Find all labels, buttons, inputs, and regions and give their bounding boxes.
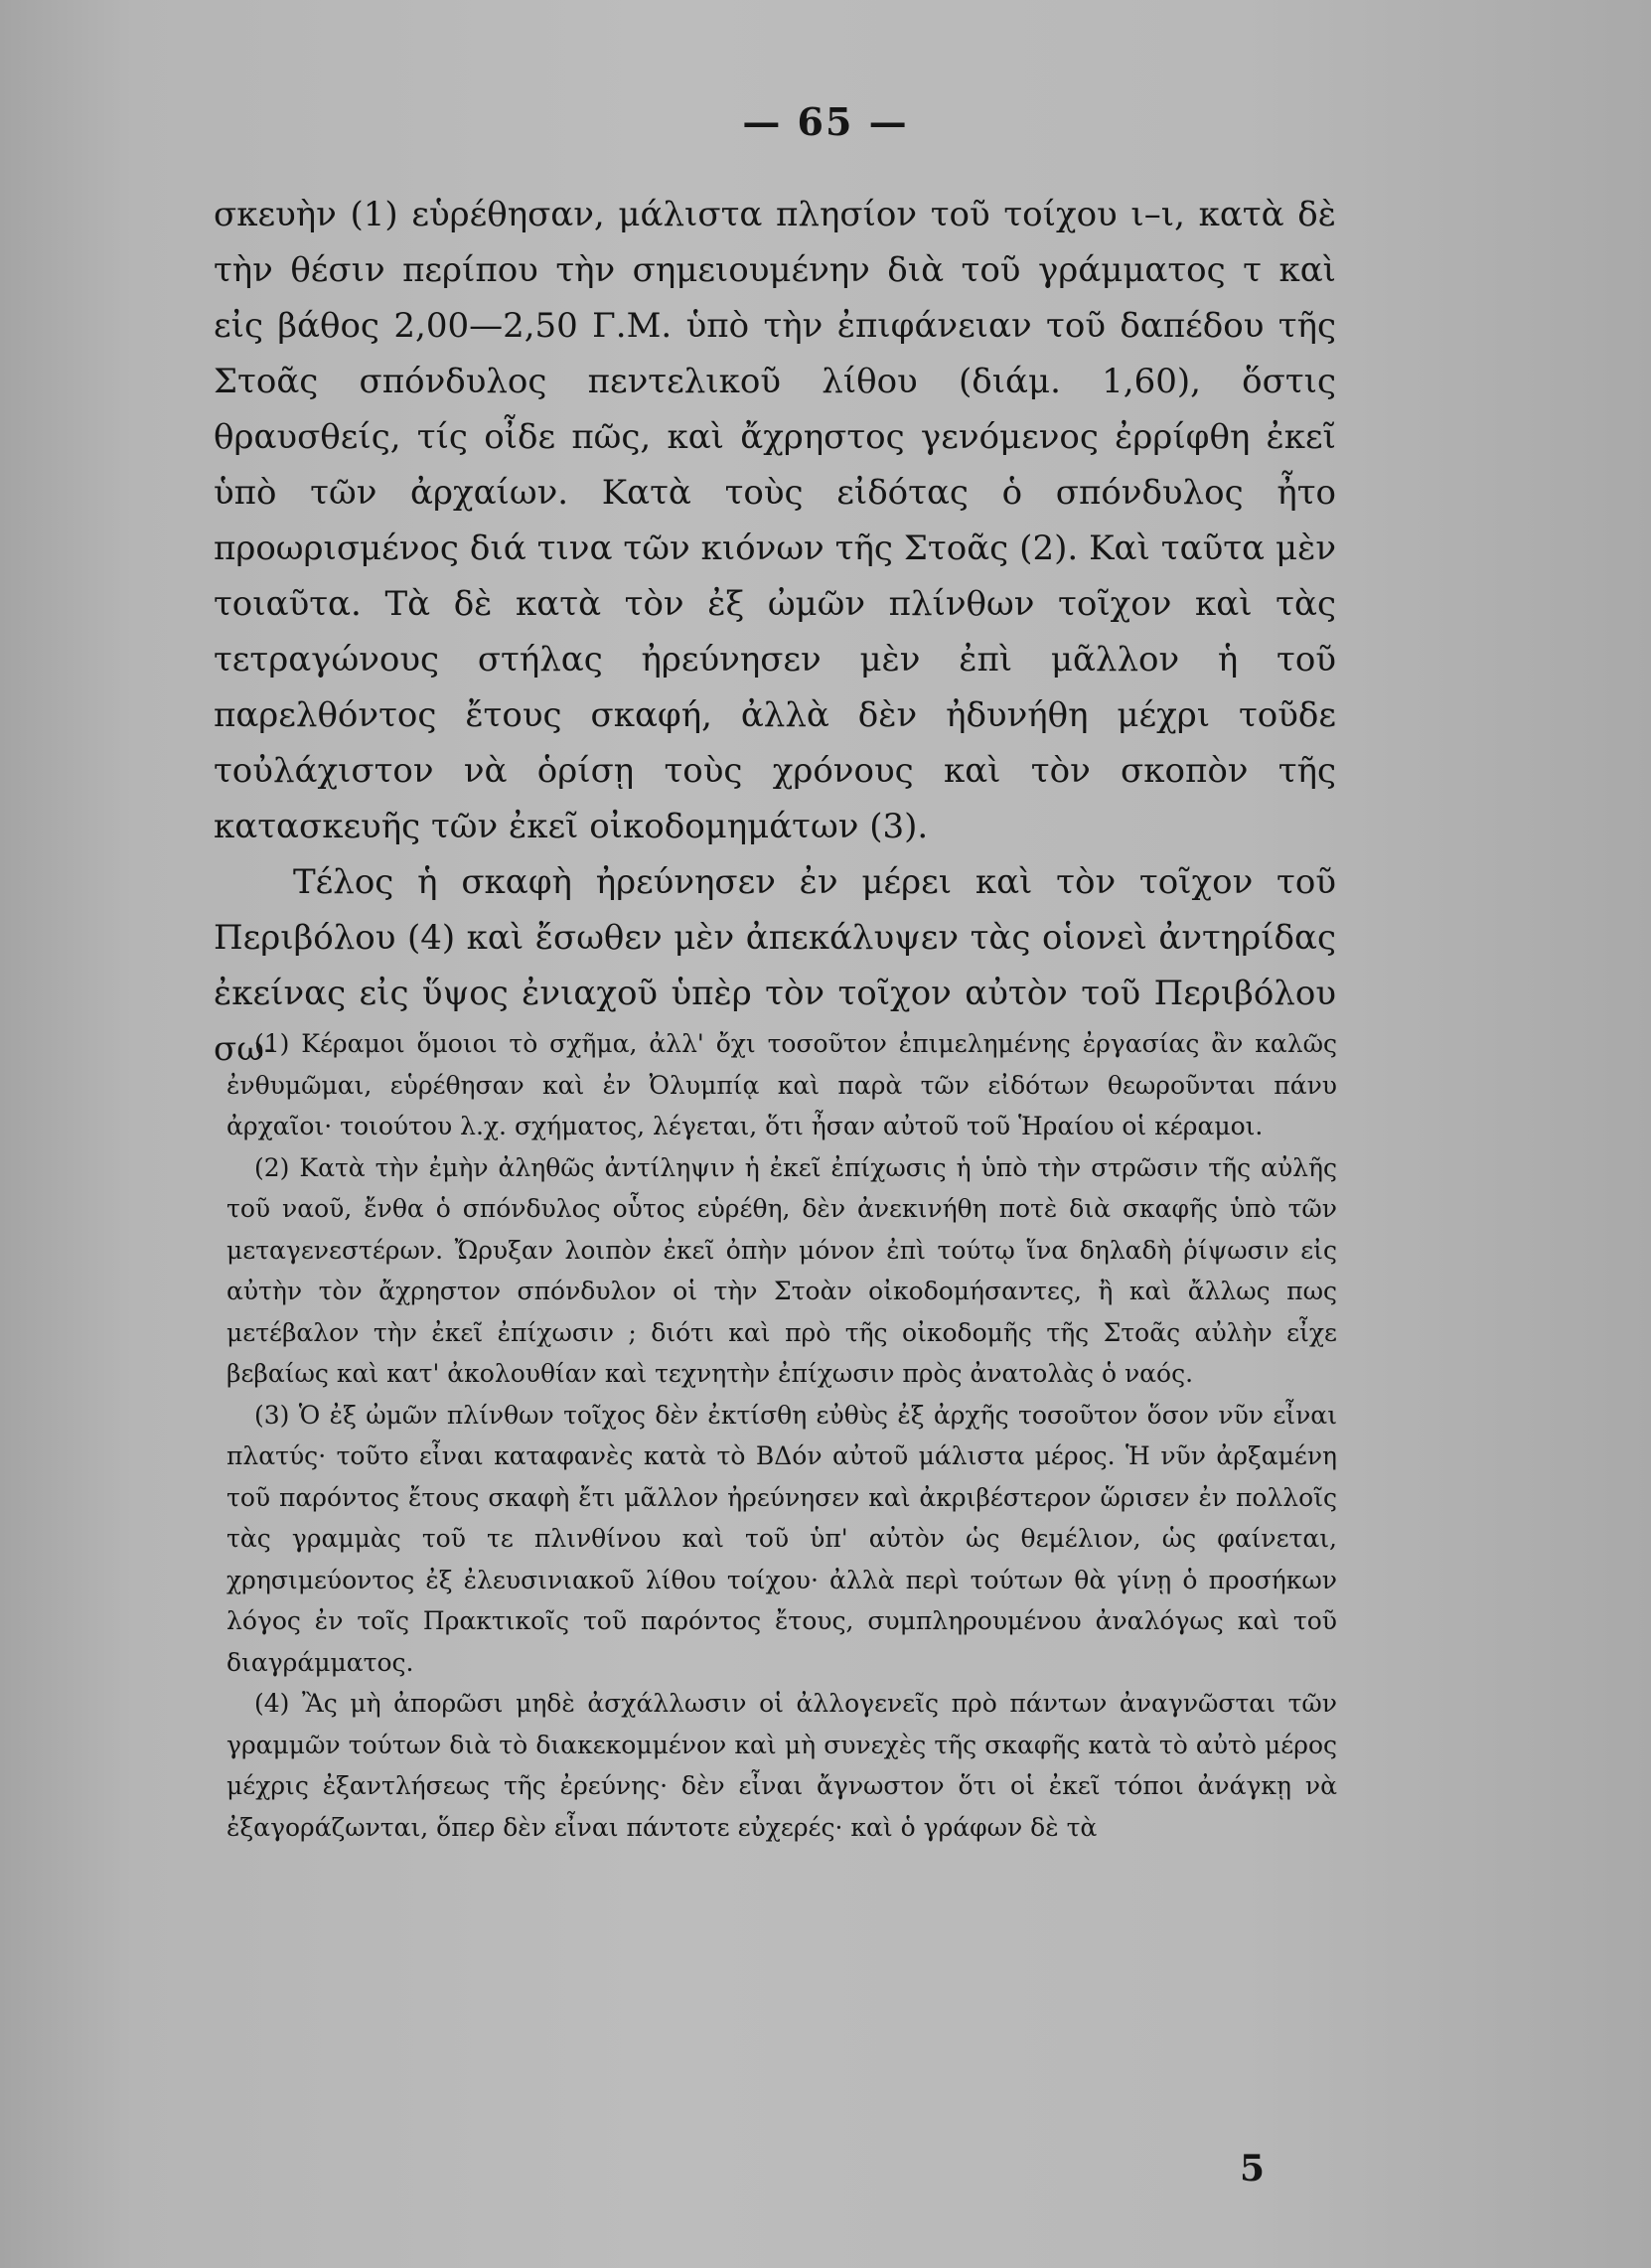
footnote-2: (2) Κατὰ τὴν ἐμὴν ἀληθῶς ἀντίληψιν ἡ ἐκεῖ ἐπίχωσις ἡ ὑπὸ τὴν στρῶσιν τῆς αὐλῆς τοῦ ναοῦ, ἔνθα ὁ σπόνδυλος οὗτος εὑρέθη, δὲν ἀνεκινήθη ποτὲ διὰ σκαφῆς ὑπὸ τῶν μεταγενεστέρων. Ὤρυξαν λοιπὸν ἐκεῖ ὀπὴν μόνον ἐπὶ τούτῳ ἵνα δηλαδὴ ῥίψωσιν εἰς αὐτὴν τὸν ἄχρηστον σπόνδυλον οἱ τὴν Στοὰν οἰκοδομήσαντες, ἢ καὶ ἄλλως πως μετέβαλον τὴν ἐκεῖ ἐπίχωσιν ; διότι καὶ πρὸ τῆς οἰκοδομῆς τῆς Στοᾶς αὐλὴν εἶχε βεβαίως καὶ κατ' ἀκολουθίαν καὶ τεχνητὴν ἐπίχωσιν πρὸς ἀνατολὰς ὁ ναός. bbox=[226, 1152, 1337, 1388]
footnotes bbox=[226, 1023, 1337, 1848]
main-paragraph-1: σκευὴν (1) εὑρέθησαν, μάλιστα πλησίον τοῦ τοίχου ι–ι, κατὰ δὲ τὴν θέσιν περίπου τὴν σημειουμένην διὰ τοῦ γράμματος τ καὶ εἰς βάθος 2,00—2,50 Γ.Μ. ὑπὸ τὴν ἐπιφάνειαν τοῦ δαπέδου τῆς Στοᾶς σπόνδυλος πεντελικοῦ λίθου (διάμ. 1,60), ὅστις θραυσθείς, τίς οἶδε πῶς, καὶ ἄχρηστος γενόμενος ἐρρίφθη ἐκεῖ ὑπὸ τῶν ἀρχαίων. Κατὰ τοὺς εἰδότας ὁ σπόνδυλος ἦτο προωρισμένος διά τινα τῶν κιόνων τῆς Στοᾶς (2). Καὶ ταῦτα μὲν τοιαῦτα. Τὰ δὲ κατὰ τὸν ἐξ ὠμῶν πλίνθων τοῖχον καὶ τὰς τετραγώνους στήλας ἠρεύνησεν μὲν ἐπὶ μᾶλλον ἡ τοῦ παρελθόντος ἔτους σκαφή, ἀλλὰ δὲν ἠδυνήθη μέχρι τοῦδε τοὐλάχιστον νὰ ὁρίσῃ τοὺς χρόνους καὶ τὸν σκοπὸν τῆς κατασκευῆς τῶν ἐκεῖ οἰκοδομημάτων (3). bbox=[214, 195, 1336, 846]
signature-mark: 5 bbox=[1240, 2148, 1266, 2190]
main-text bbox=[214, 187, 1336, 1077]
page-number: — 65 — bbox=[742, 99, 909, 144]
footnote-3: (3) Ὁ ἐξ ὠμῶν πλίνθων τοῖχος δὲν ἐκτίσθη εὐθὺς ἐξ ἀρχῆς τοσοῦτον ὅσον νῦν εἶναι πλατύς· τοῦτο εἶναι καταφανὲς κατὰ τὸ ΒΔόν αὐτοῦ μάλιστα μέρος. Ἡ νῦν ἀρξαμένη τοῦ παρόντος ἔτους σκαφὴ ἔτι μᾶλλον ἠρεύνησεν καὶ ἀκριβέστερον ὥρισεν ἐν πολλοῖς τὰς γραμμὰς τοῦ τε πλινθίνου καὶ τοῦ ὑπ' αὐτὸν ὡς θεμέλιον, ὡς φαίνεται, χρησιμεύοντος ἐξ ἐλευσινιακοῦ λίθου τοίχου· ἀλλὰ περὶ τούτων θὰ γίνῃ ὁ προσήκων λόγος ἐν τοῖς Πρακτικοῖς τοῦ παρόντος ἔτους, συμπληρουμένου ἀναλόγως καὶ τοῦ διαγράμματος. bbox=[226, 1400, 1337, 1677]
main-paragraph-2: Τέλος ἡ σκαφὴ ἠρεύνησεν ἐν μέρει καὶ τὸν τοῖχον τοῦ Περιβόλου (4) καὶ ἔσωθεν μὲν ἀπεκάλυψεν τὰς οἱονεὶ ἀντηρίδας ἐκείνας εἰς ὕψος ἐνιαχοῦ ὑπὲρ τὸν τοῖχον αὐτὸν τοῦ Περιβόλου σω- bbox=[214, 862, 1336, 1069]
footnote-1: (1) Κέραμοι ὅμοιοι τὸ σχῆμα, ἀλλ' ὄχι τοσοῦτον ἐπιμελημένης ἐργασίας ἂν καλῶς ἐνθυμῶμαι, εὑρέθησαν καὶ ἐν Ὀλυμπίᾳ καὶ παρὰ τῶν εἰδότων θεωροῦνται πάνυ ἀρχαῖοι· τοιούτου λ.χ. σχήματος, λέγεται, ὅτι ἦσαν αὐτοῦ τοῦ Ἡραίου οἱ κέραμοι. bbox=[226, 1029, 1337, 1140]
footnote-4: (4) Ἂς μὴ ἀπορῶσι μηδὲ ἀσχάλλωσιν οἱ ἀλλογενεῖς πρὸ πάντων ἀναγνῶσται τῶν γραμμῶν τούτων διὰ τὸ διακεκομμένον καὶ μὴ συνεχὲς τῆς σκαφῆς κατὰ τὸ αὐτὸ μέρος μέχρις ἐξαντλήσεως τῆς ἐρεύνης· δὲν εἶναι ἄγνωστον ὅτι οἱ ἐκεῖ τόποι ἀνάγκῃ νὰ ἐξαγοράζωνται, ὅπερ δὲν εἶναι πάντοτε εὐχερές· καὶ ὁ γράφων δὲ τὰ bbox=[226, 1689, 1337, 1842]
